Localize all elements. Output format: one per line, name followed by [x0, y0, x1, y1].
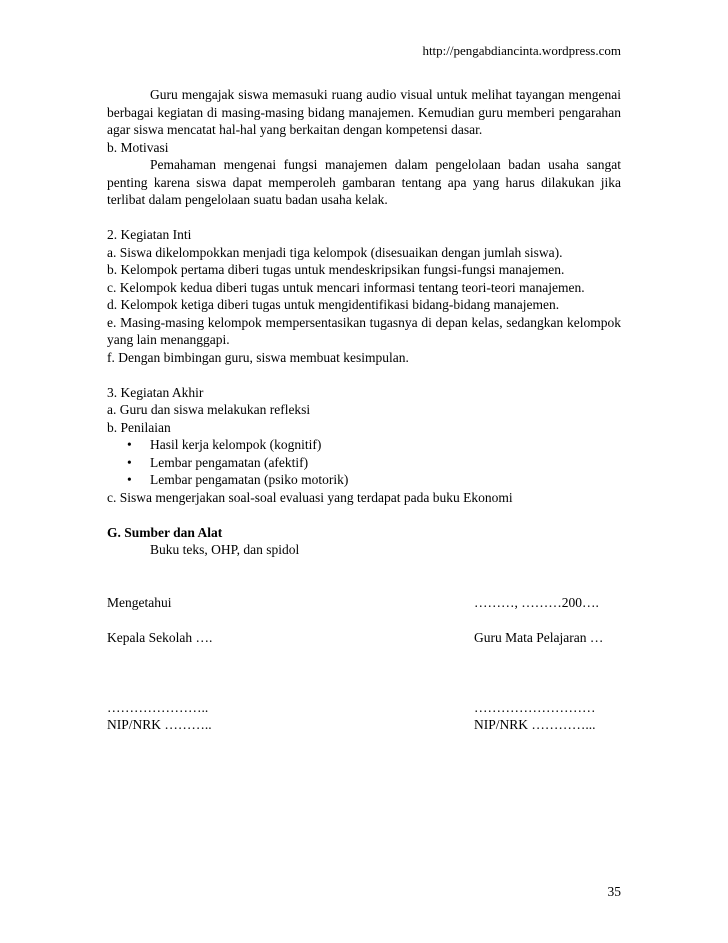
list-item: a. Guru dan siswa melakukan refleksi — [107, 402, 311, 417]
nip-left: NIP/NRK ……….. — [107, 717, 212, 732]
list-item: d. Kelompok ketiga diberi tugas untuk mengidentifikasi bidang-bidang manajemen. — [107, 297, 560, 312]
bullet-item: • Lembar pengamatan (psiko motorik) — [107, 471, 621, 489]
signature-row — [107, 699, 621, 717]
motivasi-label: b. Motivasi — [107, 139, 169, 155]
list-item: e. Masing-masing kelompok mempersentasikan tugasnya di depan kelas, sedangkan kelompok yang lain menanggapi. — [107, 314, 621, 347]
header-url: http://pengabdiancinta.wordpress.com — [422, 43, 621, 58]
kepala-sekolah-label: Kepala Sekolah …. — [107, 629, 213, 645]
list-item: b. Kelompok pertama diberi tugas untuk mendeskripsikan fungsi-fungsi manajemen. — [107, 262, 565, 277]
section-heading: G. Sumber dan Alat — [107, 524, 223, 540]
date-placeholder: ………, ………200…. — [474, 594, 599, 610]
list-item: c. Siswa mengerjakan soal-soal evaluasi yang terdapat pada buku Ekonomi — [107, 489, 513, 505]
bullet-item: • Hasil kerja kelompok (kognitif) — [107, 436, 621, 454]
signature-row — [107, 716, 621, 734]
penilaian-bullet-list — [107, 436, 621, 489]
kegiatan-inti-title: 2. Kegiatan Inti — [107, 227, 192, 242]
name-placeholder-right: ……………………… — [474, 699, 596, 715]
signature-row — [107, 594, 621, 612]
name-placeholder-left: ………………….. — [107, 699, 209, 715]
intro-paragraph: Guru mengajak siswa memasuki ruang audio visual untuk melihat tayangan mengenai berbagai kegiatan di masing-masing bidang manajemen. Kemudian guru memberi pengarahan agar siswa mencatat hal-hal yang berkaitan dengan kompetensi dasar. — [107, 87, 621, 137]
signature-row — [107, 629, 621, 647]
motivasi-paragraph: Pemahaman mengenai fungsi manajemen dalam pengelolaan badan usaha sangat penting karena siswa dapat memperoleh gambaran tentang apa yang harus dilakukan jika terlibat dalam pengelolaan suatu badan usaha kelak. — [107, 157, 621, 207]
kegiatan-akhir-title: 3. Kegiatan Akhir — [107, 384, 204, 400]
document-body — [107, 86, 621, 734]
mengetahui-label: Mengetahui — [107, 594, 172, 610]
list-item: f. Dengan bimbingan guru, siswa membuat kesimpulan. — [107, 349, 409, 365]
list-item: b. Penilaian — [107, 419, 171, 435]
page-number: 35 — [607, 884, 621, 899]
list-item: a. Siswa dikelompokkan menjadi tiga kelompok (disesuaikan dengan jumlah siswa). — [107, 244, 563, 260]
guru-label: Guru Mata Pelajaran … — [474, 629, 604, 645]
nip-right: NIP/NRK …………... — [474, 717, 596, 732]
list-item: c. Kelompok kedua diberi tugas untuk mencari informasi tentang teori-teori manajemen. — [107, 279, 585, 295]
sumber-text: Buku teks, OHP, dan spidol — [150, 542, 300, 557]
bullet-item: • Lembar pengamatan (afektif) — [107, 454, 621, 472]
